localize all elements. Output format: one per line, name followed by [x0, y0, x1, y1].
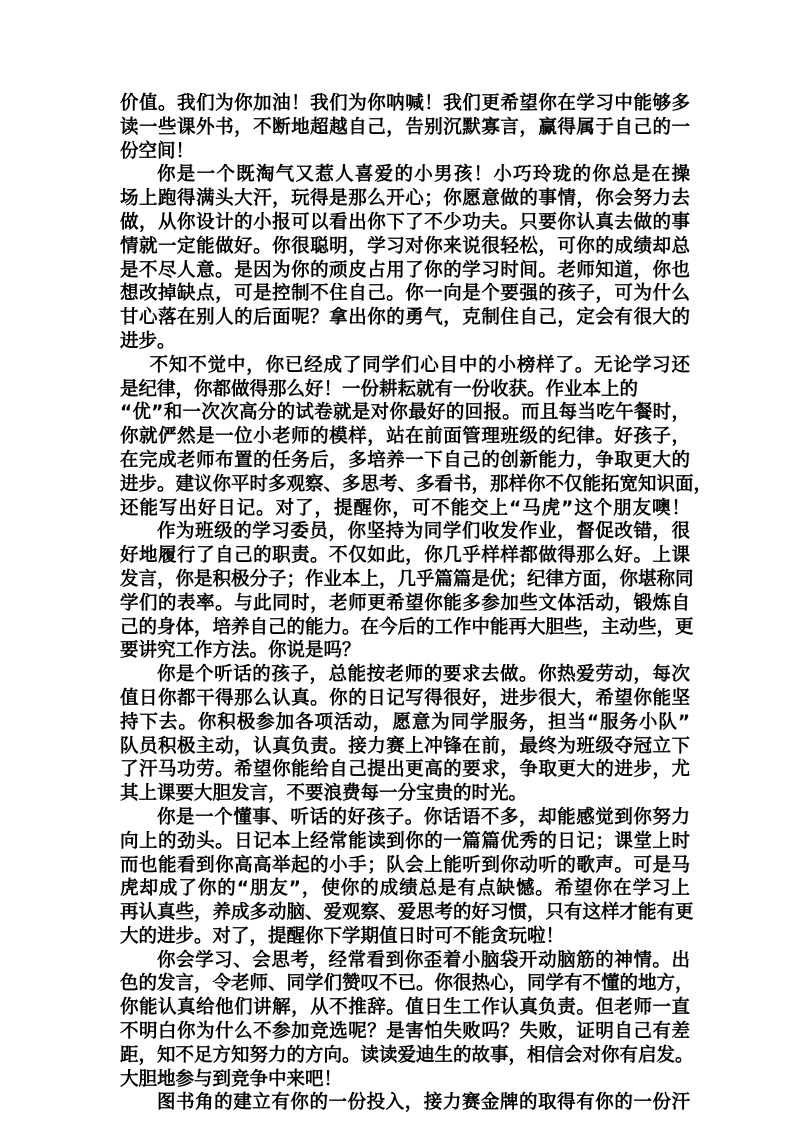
- document-body: [120, 92, 713, 1115]
- text-line: 要讲究工作方法。你说是吗？: [120, 640, 361, 662]
- text-line: 你是个听话的孩子，总能按老师的要求去做。你热爱劳动，每次: [157, 664, 690, 686]
- text-line: 份空间！: [120, 140, 195, 162]
- text-line: 做，从你设计的小报可以看出你下了不少功夫。只要你认真去做的事: [120, 211, 690, 233]
- text-line: 你是一个懂事、听话的好孩子。你话语不多，却能感觉到你努力: [157, 806, 690, 828]
- text-line: 虎却成了你的“朋友”，使你的成绩总是有点缺憾。希望你在学习上: [120, 878, 690, 900]
- text-line: 还能写出好日记。对了，提醒你，可不能交上“马虎”这个朋友噢！: [120, 497, 690, 519]
- text-line: 作为班级的学习委员，你坚持为同学们收发作业，督促改错，很: [157, 521, 690, 543]
- text-line: 想改掉缺点，可是控制不住自己。你一向是个要强的孩子，可为什么: [120, 283, 690, 305]
- text-line: 进步。建议你平时多观察、多思考、多看书，那样你不仅能拓宽知识面，: [120, 473, 713, 495]
- text-line: 你会学习、会思考，经常看到你歪着小脑袋开动脑筋的神情。出: [157, 949, 690, 971]
- text-line: 甘心落在别人的后面呢？拿出你的勇气，克制住自己，定会有很大的: [120, 307, 690, 329]
- text-line: 情就一定能做好。你很聪明，学习对你来说很轻松，可你的成绩却总: [120, 235, 690, 257]
- text-line: 发言，你是积极分子；作业本上，几乎篇篇是优；纪律方面，你堪称同: [120, 568, 694, 590]
- text-line: 你就俨然是一位小老师的模样，站在前面管理班级的纪律。好孩子，: [120, 426, 690, 448]
- text-line: 进步。: [120, 330, 176, 352]
- text-line: 队员积极主动，认真负责。接力赛上冲锋在前，最终为班级夺冠立下: [120, 735, 690, 757]
- text-line: 其上课要大胆发言，不要浪费每一分宝贵的时光。: [120, 783, 528, 805]
- text-line: 场上跑得满头大汗，玩得是那么开心；你愿意做的事情，你会努力去: [120, 188, 690, 210]
- text-line: 不明白你为什么不参加竞选呢？是害怕失败吗？失败，证明自己有差: [120, 1021, 690, 1043]
- text-line: 了汗马功劳。希望你能给自己提出更高的要求，争取更大的进步，尤: [120, 759, 690, 781]
- text-line: 好地履行了自己的职责。不仅如此，你几乎样样都做得那么好。上课: [120, 545, 690, 567]
- text-line: 是不尽人意。是因为你的顽皮占用了你的学习时间。老师知道，你也: [120, 259, 690, 281]
- text-line: 色的发言，令老师、同学们赞叹不已。你很热心，同学有不懂的地方，: [120, 973, 694, 995]
- text-line: 价值。我们为你加油！我们为你呐喊！我们更希望你在学习中能够多: [120, 93, 690, 114]
- text-line: 大胆地参与到竞争中来吧！: [120, 1068, 343, 1090]
- text-line: 图书角的建立有你的一份投入，接力赛金牌的取得有你的一份汗: [157, 1092, 690, 1114]
- text-line: 值日你都干得那么认真。你的日记写得很好，进步很大，希望你能坚: [120, 687, 690, 709]
- text-line: 大的进步。对了，提醒你下学期值日时可不能贪玩啦！: [120, 925, 565, 947]
- text-line: 读一些课外书，不断地超越自己，告别沉默寡言，赢得属于自己的一: [120, 116, 690, 138]
- text-line: “优”和一次次高分的试卷就是对你最好的回报。而且每当吃午餐时，: [120, 402, 690, 424]
- text-line: 己的身体，培养自己的能力。在今后的工作中能再大胆些，主动些，更: [120, 616, 694, 638]
- text-line: 而也能看到你高高举起的小手；队会上能听到你动听的歌声。可是马: [120, 854, 690, 876]
- text-line: 向上的劲头。日记本上经常能读到你的一篇篇优秀的日记；课堂上时: [120, 830, 690, 852]
- text-line: 不知不觉中，你已经成了同学们心目中的小榜样了。无论学习还: [149, 354, 690, 376]
- text-line: 持下去。你积极参加各项活动，愿意为同学服务，担当“服务小队”: [120, 711, 690, 733]
- text-line: 你能认真给他们讲解，从不推辞。值日生工作认真负责。但老师一直: [120, 997, 690, 1019]
- text-line: 你是一个既淘气又惹人喜爱的小男孩！小巧玲珑的你总是在操: [157, 164, 690, 186]
- text-line: 是纪律，你都做得那么好！一份耕耘就有一份收获。作业本上的: [120, 378, 639, 400]
- text-line: 距，知不足方知努力的方向。读读爱迪生的故事，相信会对你有启发。: [120, 1044, 694, 1066]
- text-line: 再认真些，养成多动脑、爱观察、爱思考的好习惯，只有这样才能有更: [120, 902, 694, 924]
- text-line: 学们的表率。与此同时，老师更希望你能多参加些文体活动，锻炼自: [120, 592, 690, 614]
- text-line: 在完成老师布置的任务后，多培养一下自己的创新能力，争取更大的: [120, 449, 690, 471]
